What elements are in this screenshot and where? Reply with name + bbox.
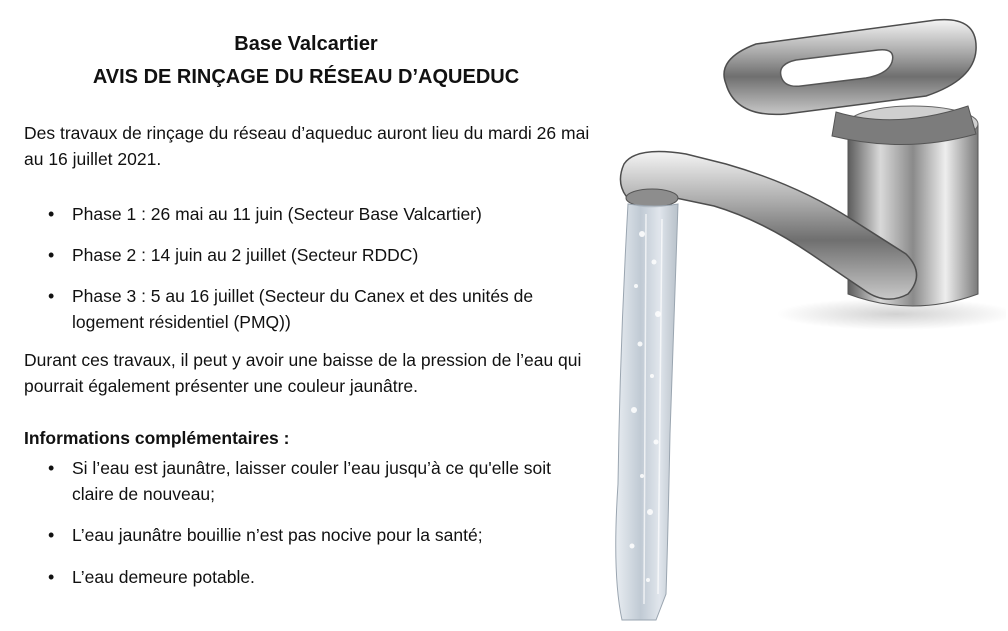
info-heading: Informations complémentaires : bbox=[24, 428, 290, 448]
intro-paragraph: Des travaux de rinçage du réseau d’aqueduc auront lieu du mardi 26 mai au 16 juillet 2021. bbox=[24, 123, 590, 169]
phase-item-1: • Phase 1 : 26 mai au 11 juin (Secteur Base Valcartier) bbox=[72, 201, 592, 227]
notice-title: AVIS DE RINÇAGE DU RÉSEAU D’AQUEDUC bbox=[92, 66, 520, 88]
phase-item-3: • Phase 3 : 5 au 16 juillet (Secteur du Canex et des unités de logement résidentiel (PMQ)) bbox=[72, 283, 592, 335]
notice-title-location: Base Valcartier bbox=[234, 33, 378, 55]
phase-item-2: • Phase 2 : 14 juin au 2 juillet (Secteur RDDC) bbox=[72, 242, 592, 268]
pressure-paragraph: Durant ces travaux, il peut y avoir une baisse de la pression de l’eau qui pourrait également présenter une couleur jaunâtre. bbox=[24, 350, 582, 396]
faucet-icon bbox=[596, 14, 1006, 629]
info-item-3: • L’eau demeure potable. bbox=[72, 564, 592, 590]
info-item-2: • L’eau jaunâtre bouillie n’est pas nocive pour la santé; bbox=[72, 522, 592, 548]
info-item-1: • Si l’eau est jaunâtre, laisser couler l’eau jusqu’à ce qu'elle soit claire de nouveau; bbox=[72, 455, 592, 507]
